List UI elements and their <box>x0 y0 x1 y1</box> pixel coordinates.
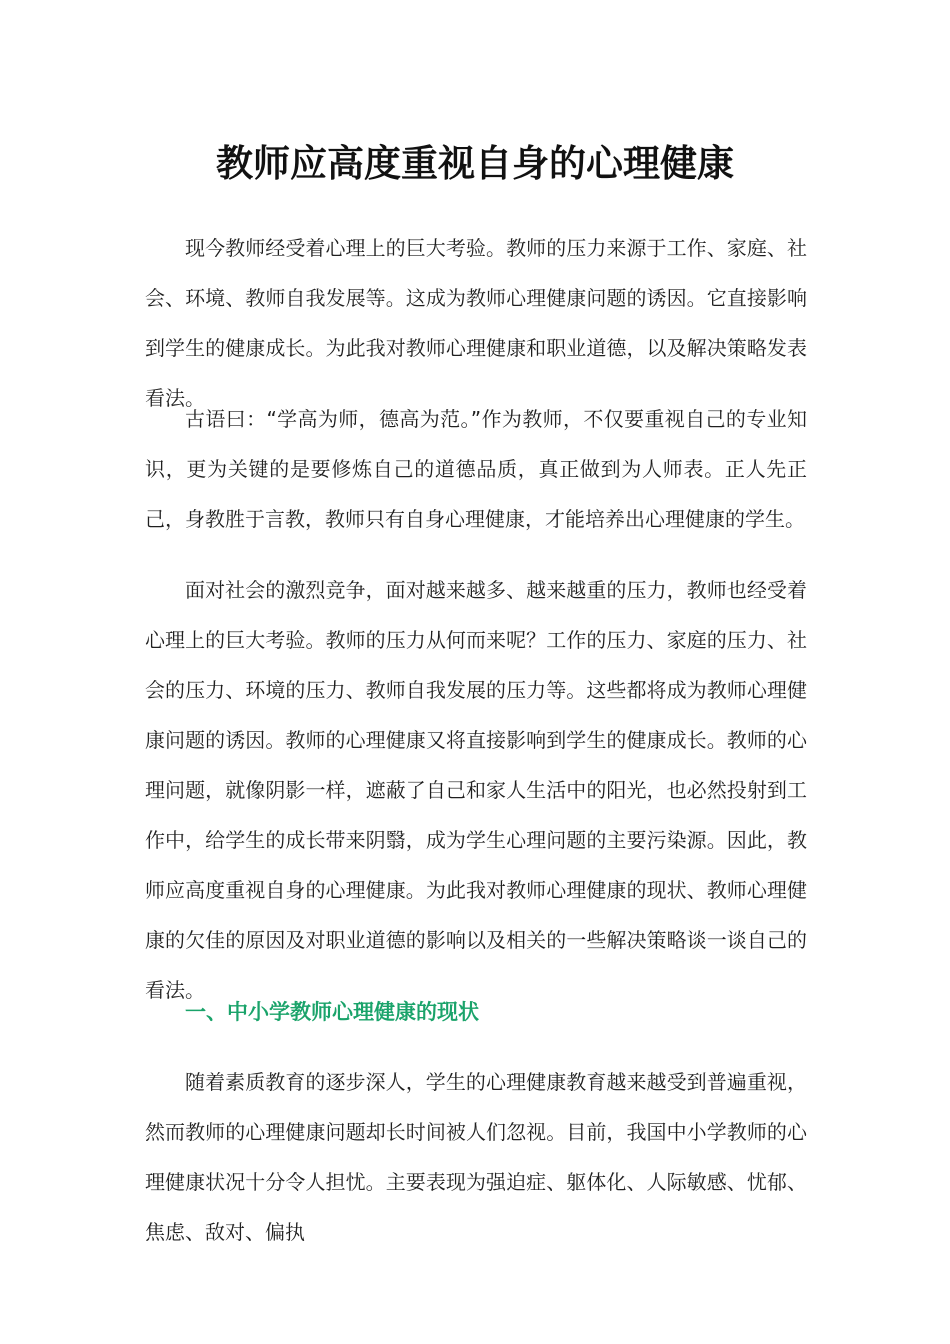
section-paragraph: 随着素质教育的逐步深人，学生的心理健康教育越来越受到普遍重视，然而教师的心理健康问题却长时间被人们忽视。目前，我国中小学教师的心理健康状况十分令人担忧。主要表现为强迫症、躯体化、人际敏感、忧郁、焦虑、敌对、偏执 <box>145 1070 807 1244</box>
section-heading: 一、中小学教师心理健康的现状 <box>185 1000 479 1024</box>
document-title: 教师应高度重视自身的心理健康 <box>216 142 734 185</box>
intro-paragraph: 现今教师经受着心理上的巨大考验。教师的压力来源于工作、家庭、社会、环境、教师自我发展等。这成为教师心理健康问题的诱因。它直接影响到学生的健康成长。为此我对教师心理健康和职业道德，以及解决策略发表看法。 <box>145 236 807 410</box>
quote-paragraph: 古语曰：“学高为师，德高为范。”作为教师，不仅要重视自己的专业知识，更为关键的是要修炼自己的道德品质，真正做到为人师表。正人先正己，身教胜于言教，教师只有自身心理健康，才能培养出心理健康的学生。 <box>145 407 807 531</box>
pressure-paragraph: 面对社会的激烈竞争，面对越来越多、越来越重的压力，教师也经受着心理上的巨大考验。教师的压力从何而来呢？工作的压力、家庭的压力、社会的压力、环境的压力、教师自我发展的压力等。这些都将成为教师心理健康问题的诱因。教师的心理健康又将直接影响到学生的健康成长。教师的心理问题，就像阴影一样，遮蔽了自己和家人生活中的阳光，也必然投射到工作中，给学生的成长带来阴翳，成为学生心理问题的主要污染源。因此，教师应高度重视自身的心理健康。为此我对教师心理健康的现状、教师心理健康的欠佳的原因及对职业道德的影响以及相关的一些解决策略谈一谈自己的看法。 <box>145 578 807 1002</box>
